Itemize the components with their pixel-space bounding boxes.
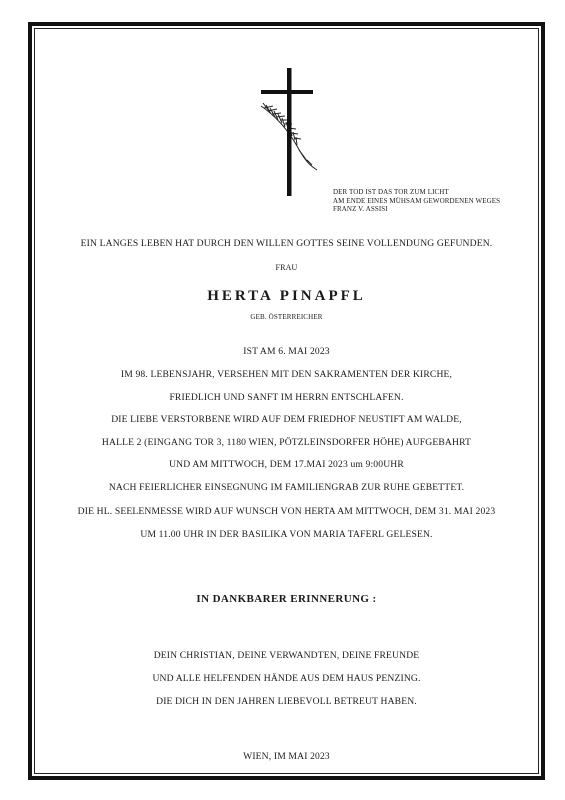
body-line: FRIEDLICH UND SANFT IM HERRN ENTSCHLAFEN.: [169, 392, 404, 403]
quote-block: [333, 188, 500, 214]
signature-line: UND ALLE HELFENDEN HÄNDE AUS DEM HAUS PENZING.: [152, 673, 421, 684]
body-line: IM 98. LEBENSJAHR, VERSEHEN MIT DEN SAKRAMENTEN DER KIRCHE,: [120, 369, 453, 380]
quote-author: FRANZ V. ASSISI: [333, 205, 388, 213]
cross-with-palm-icon: [255, 66, 325, 200]
body-line: UM 11.00 UHR IN DER BASILIKA VON MARIA TAFERL GELESEN.: [140, 529, 433, 540]
maiden-name: GEB. ÖSTERREICHER: [250, 313, 323, 321]
body-line: UND AM MITTWOCH, DEM 17.MAI 2023 um 9:00UHR: [169, 459, 404, 470]
deceased-name: HERTA PINAPFL: [207, 288, 366, 304]
memorial-heading: IN DANKBARER ERINNERUNG :: [196, 593, 377, 605]
quote-line: DER TOD IST DAS TOR ZUM LICHT: [333, 188, 449, 196]
intro-text: EIN LANGES LEBEN HAT DURCH DEN WILLEN GOTTES SEINE VOLLENDUNG GEFUNDEN.: [80, 238, 493, 249]
signature-line: DIE DICH IN DEN JAHREN LIEBEVOLL BETREUT HABEN.: [156, 696, 417, 707]
quote-line: AM ENDE EINES MÜHSAM GEWORDENEN WEGES: [333, 196, 501, 205]
closing-place-date: WIEN, IM MAI 2023: [243, 751, 330, 762]
salutation: FRAU: [275, 263, 298, 272]
body-line: DIE LIEBE VERSTORBENE WIRD AUF DEM FRIEDHOF NEUSTIFT AM WALDE,: [111, 414, 462, 425]
body-line: HALLE 2 (EINGANG TOR 3, 1180 WIEN, PÖTZLEINSDORFER HÖHE) AUFGEBAHRT: [101, 437, 472, 448]
body-line: IST AM 6. MAI 2023: [243, 346, 330, 357]
body-line: DIE HL. SEELENMESSE WIRD AUF WUNSCH VON HERTA AM MITTWOCH, DEM 31. MAI 2023: [77, 506, 496, 517]
body-line: NACH FEIERLICHER EINSEGNUNG IM FAMILIENGRAB ZUR RUHE GEBETTET.: [108, 482, 465, 493]
signature-line: DEIN CHRISTIAN, DEINE VERWANDTEN, DEINE FREUNDE: [153, 650, 420, 661]
